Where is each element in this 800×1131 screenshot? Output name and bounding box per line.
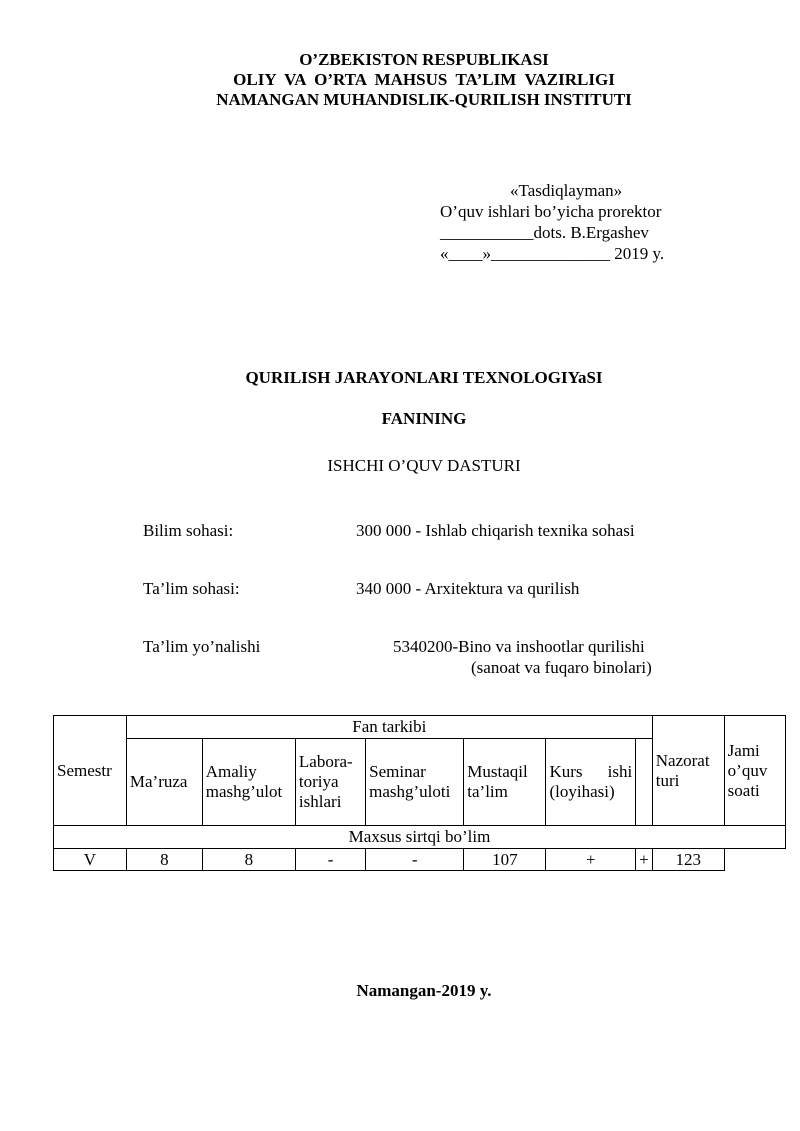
maruza-header: Ma’ruza <box>126 739 202 826</box>
table-header-row <box>54 716 786 739</box>
cell-jami: 123 <box>652 849 724 871</box>
lab-line-3: ishlari <box>298 792 342 811</box>
cell-nazorat: + <box>636 849 653 871</box>
kurs-line-2: (loyihasi) <box>549 782 615 801</box>
cell-amaliy: 8 <box>202 849 295 871</box>
subject-name: QURILISH JARAYONLARI TEXNOLOGIYaSI <box>245 368 603 387</box>
kurs-header <box>546 739 636 826</box>
semester-header: Semestr <box>54 716 127 826</box>
subject-of: FANINING <box>381 409 467 428</box>
jami-line-3: soati <box>727 780 760 800</box>
approval-block <box>440 180 664 264</box>
approval-title: «Tasdiqlayman» <box>510 181 623 200</box>
field-label-bilim: Bilim sohasi: <box>143 521 234 540</box>
field-value-talim: 340 000 - Arxitektura va qurilish <box>356 579 580 598</box>
section-label: Maxsus sirtqi bo’lim <box>54 826 786 849</box>
cell-seminar: - <box>366 849 464 871</box>
approval-date: «____»______________ 2019 y. <box>440 244 665 263</box>
mustaqil-line-1: Mustaqil <box>467 762 528 781</box>
lab-header <box>295 739 365 826</box>
field-value-bilim: 300 000 - Ishlab chiqarish texnika sohasi <box>356 521 635 540</box>
table-row <box>54 849 786 871</box>
document-type: ISHCHI O’QUV DASTURI <box>327 456 521 475</box>
lab-line-1: Labora- <box>298 752 353 771</box>
kurs-word: Kurs <box>549 762 583 781</box>
field-label-talim: Ta’lim sohasi: <box>143 579 240 598</box>
lab-line-2: toriya <box>298 772 339 791</box>
header-line-3: NAMANGAN MUHANDISLIK-QURILISH INSTITUTI <box>216 90 632 109</box>
group-header: Fan tarkibi <box>126 716 652 739</box>
ishi-word: ishi <box>607 762 633 781</box>
mustaqil-line-2: ta’lim <box>467 782 508 801</box>
footer-place-year: Namangan-2019 y. <box>356 981 492 1000</box>
kurs-line-1 <box>549 762 632 782</box>
mustaqil-header <box>464 739 546 826</box>
cell-lab: - <box>295 849 365 871</box>
cell-semester: V <box>54 849 127 871</box>
header-line-2: OLIY VA O’RTA MAHSUS TA’LIM VAZIRLIGI <box>233 70 615 89</box>
seminar-header <box>366 739 464 826</box>
cell-mustaqil: 107 <box>464 849 546 871</box>
seminar-line-2: mashg’uloti <box>369 782 451 801</box>
field-value-yonalish-sub: (sanoat va fuqaro binolari) <box>471 658 652 677</box>
nazorat-line-2: turi <box>655 770 680 790</box>
amaliy-line-1: Amaliy <box>205 762 257 781</box>
study-plan-table <box>53 715 786 871</box>
jami-header <box>724 716 785 826</box>
amaliy-header <box>202 739 295 826</box>
nazorat-header <box>652 716 724 826</box>
cell-maruza: 8 <box>126 849 202 871</box>
jami-line-1: Jami <box>727 740 760 760</box>
section-row <box>54 826 786 849</box>
field-label-yonalish: Ta’lim yo’nalishi <box>143 637 261 656</box>
approval-position: O’quv ishlari bo’yicha prorektor <box>440 202 662 221</box>
seminar-line-1: Seminar <box>369 762 426 781</box>
institution-header <box>0 50 800 110</box>
header-line-1: O’ZBEKISTON RESPUBLIKASI <box>299 50 549 69</box>
cell-kurs: + <box>546 849 636 871</box>
jami-line-2: o’quv <box>727 760 768 780</box>
field-value-yonalish: 5340200-Bino va inshootlar qurilishi <box>393 637 645 656</box>
nazorat-line-1: Nazorat <box>655 750 710 770</box>
amaliy-line-2: mashg’ulot <box>205 782 283 801</box>
approval-signature: ___________dots. B.Ergashev <box>440 223 649 242</box>
